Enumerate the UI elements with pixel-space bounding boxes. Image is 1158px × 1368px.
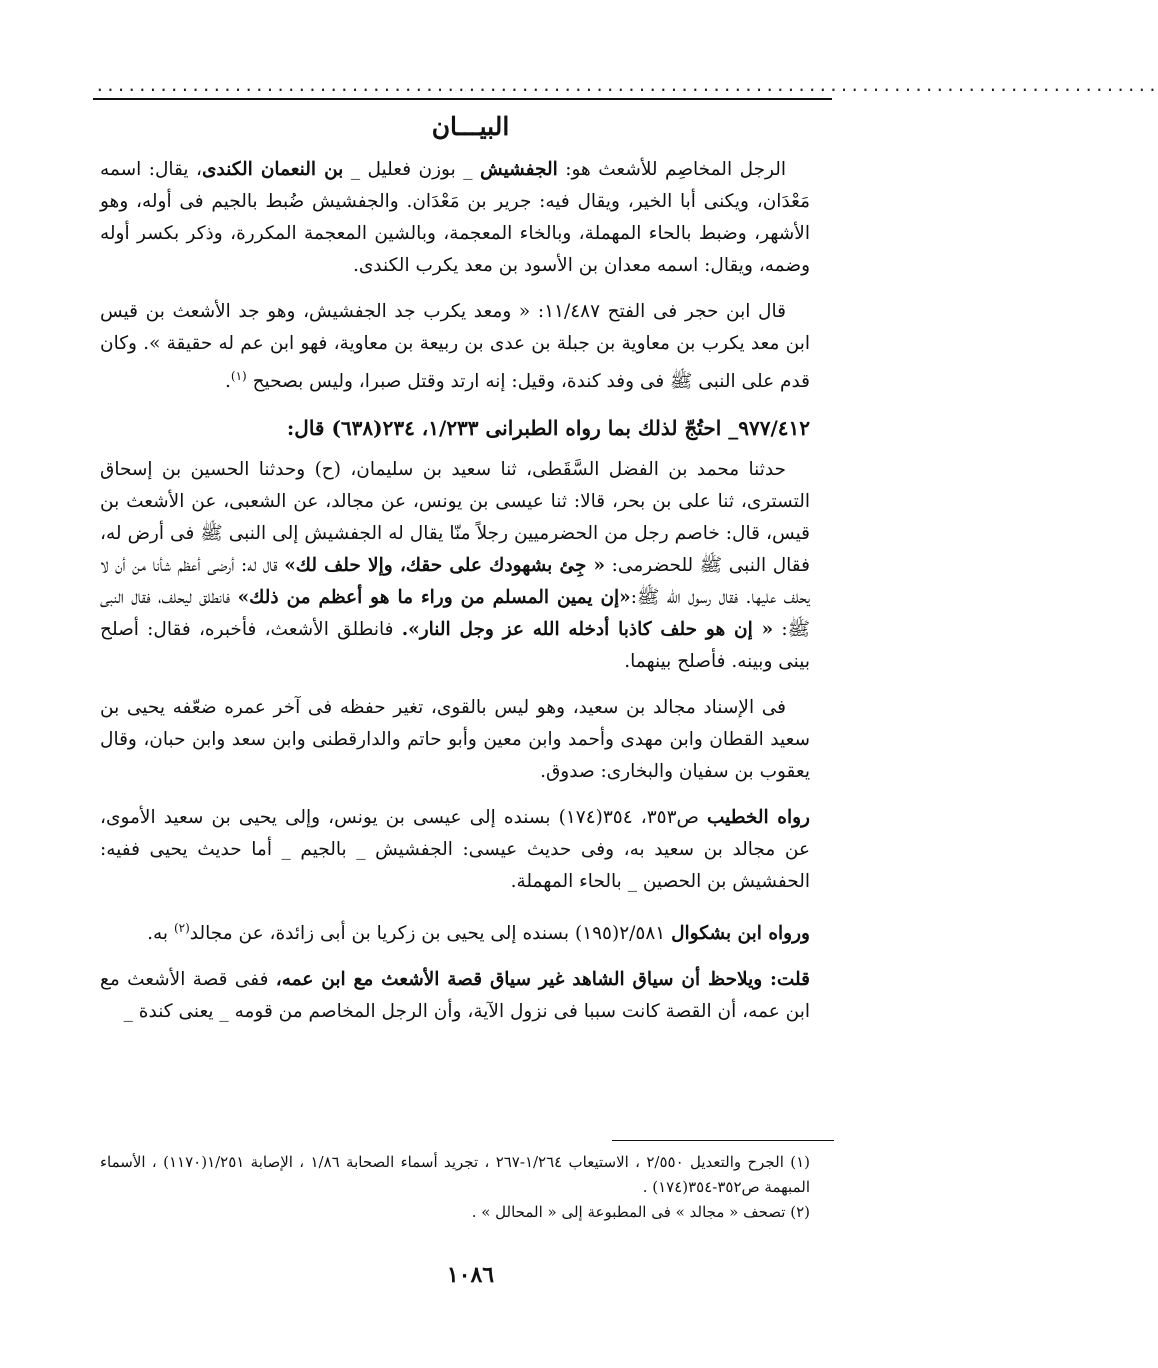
hadith-heading: ٩٧٧/٤١٢_ احتُجّ لذلك بما رواه الطبرانى ١/٢٣٣، ٢٣٤(٦٣٨) قال:: [286, 416, 810, 441]
text: فانطلق ليحلف، فقال النبى ﷺ:: [100, 587, 811, 641]
page-number: ١٠٨٦: [446, 1262, 495, 1288]
text: به.: [147, 923, 174, 945]
text: قال ابن حجر فى الفتح ١١/٤٨٧: « ومعد يكرب جد الجفشيش، وهو جد الأشعث بن قيس ابن معد يكرب بن معاوية بن جبلة بن عدى بن ربيعة بن معاوية، فهو ابن عم له حقيقة ». وكان قدم على النبى ﷺ فى وفد كندة، وقيل: إنه ارتد وقتل صبرا، وليس بصحيح: [100, 301, 810, 393]
footnote-ref-2: (٢): [173, 921, 190, 936]
dotted-rule: ....................................................................................................: [95, 76, 1158, 95]
bold-quote: « جِئ بشهودك على حقك، وإلا حلف لك»: [284, 555, 606, 577]
paragraph-6: [100, 912, 810, 950]
bold-quote: « إن هو حلف كاذبا أدخله الله عز وجل النار».: [401, 619, 774, 641]
page-heading: البيـــان: [431, 112, 510, 141]
footnote-rule: [612, 1140, 834, 1141]
main-text: [100, 154, 810, 1042]
paragraph-7: [100, 964, 810, 1028]
text: فانطلق الأشعث، فأخبره، فقال: أصلح بينى وبينه. فأصلح بينهما.: [100, 619, 810, 673]
text: ٢/٥٨١(١٩٥) بسنده إلى يحيى بن زكريا بن أبى زائدة، عن مجالد: [189, 923, 672, 945]
text: حدثنا محمد بن الفضل السَّقَطى، ثنا سعيد بن سليمان، (ح) وحدثنا الحسين بن إسحاق التسترى، ثنا على بن بحر، قالا: ثنا عيسى بن يونس، عن مجالد، عن الشعبى، عن الأشعث بن قيس، قال: خاصم رجل من الحضرميين رجلاً منّا يقال له الجفشيش إلى النبى ﷺ فى أرض له، فقال النبى ﷺ للحضرمى:: [100, 459, 811, 577]
header-rule: [93, 98, 832, 100]
text: _ بوزن فعليل _: [343, 159, 480, 180]
bold-source: رواه الخطيب: [707, 807, 810, 829]
text: الرجل المخاصِم للأشعث هو:: [557, 159, 786, 180]
paragraph-2: [100, 296, 810, 398]
bold-name: الجفشيش: [479, 159, 558, 180]
text: ص٣٥٣، ٣٥٤(١٧٤) بسنده إلى عيسى بن يونس، وإلى يحيى بن سعيد الأموى، عن مجالد بن سعيد به، وفى حديث عيسى: الجفشيش _ بالجيم _ أما حديث يحيى ففيه: الحفشيش بن الحصين _ بالحاء المهملة.: [100, 807, 810, 893]
bold-name: بن النعمان الكندى: [202, 159, 344, 180]
paragraph-4: فى الإسناد مجالد بن سعيد، وهو ليس بالقوى، تغير حفظه فى آخر عمره ضعّفه يحيى بن سعيد القطان وابن مهدى وأحمد وابن معين وأبو حاتم والدارقطنى وابن سعد وابن حبان، وقال يعقوب بن سفيان والبخارى: صدوق.: [100, 697, 810, 783]
paragraph-3: [100, 454, 810, 678]
footnotes: [100, 1150, 810, 1225]
paragraph-1: [100, 154, 810, 282]
footnote-2: (٢) تصحف « مجالد » فى المطبوعة إلى « المحالل » .: [471, 1203, 810, 1221]
bold-source: ورواه ابن بشكوال: [671, 923, 810, 945]
bold-remark: قلت: ويلاحظ أن سياق الشاهد غير سياق قصة الأشعث مع ابن عمه،: [275, 969, 810, 991]
text: ، يقال: اسمه مَعْدَان، ويكنى أبا الخير، ويقال فيه: جرير بن مَعْدَان. والجفشيش ضُبط بالجيم فى أوله، وهو الأشهر، وضبط بالحاء المهملة، وبالخاء المعجمة، وبالشين المعجمة المكررة، وذكر بكسر أوله وضمه، ويقال: اسمه معدان بن الأسود بن معد يكرب الكندى.: [100, 159, 810, 276]
footnote-ref-1: (١): [230, 369, 247, 383]
paragraph-5: [100, 802, 810, 898]
text: قال له: أرضى أعظم شأنا من أن لا يحلف عليها. فقال رسول الله ﷺ:: [100, 555, 811, 609]
text: ففى قصة الأشعث مع ابن عمه، أن القصة كانت سببا فى نزول الآية، وأن الرجل المخاصم من قومه _ يعنى كندة _: [100, 969, 810, 1023]
bold-quote: «إن يمين المسلم من وراء ما هو أعظم من ذلك»: [237, 587, 631, 609]
footnote-1: (١) الجرح والتعديل ٢/٥٥٠ ، الاستيعاب ١/٢٦٤-٢٦٧ ، تجريد أسماء الصحابة ١/٨٦ ، الإصابة ١/٢٥١(١١٧٠) ، الأسماء المبهمة ص٣٥٢-٣٥٤(١٧٤) .: [100, 1153, 810, 1196]
text: .: [225, 371, 231, 393]
